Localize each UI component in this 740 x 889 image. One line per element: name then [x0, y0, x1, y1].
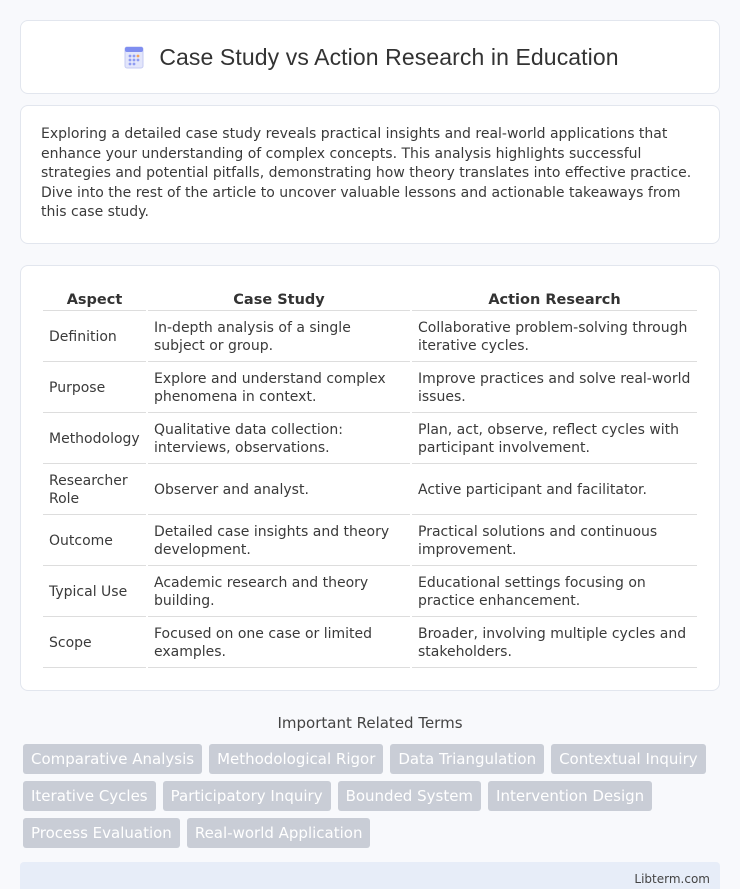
- related-term-tag[interactable]: Comparative Analysis: [23, 744, 202, 774]
- header-case-study: Case Study: [148, 288, 410, 311]
- cell-aspect: Definition: [43, 313, 146, 362]
- cell-action-research: Practical solutions and continuous improvement.: [412, 517, 697, 566]
- table-row: [43, 466, 697, 515]
- cell-case-study: In-depth analysis of a single subject or group.: [148, 313, 410, 362]
- page-title: Case Study vs Action Research in Education: [159, 43, 619, 70]
- cell-aspect: Scope: [43, 619, 146, 668]
- cell-aspect: Researcher Role: [43, 466, 146, 515]
- table-row: [43, 313, 697, 362]
- cell-action-research: Plan, act, observe, reflect cycles with participant involvement.: [412, 415, 697, 464]
- cell-aspect: Purpose: [43, 364, 146, 413]
- related-term-tag[interactable]: Data Triangulation: [390, 744, 544, 774]
- header-card: [20, 20, 720, 94]
- related-term-tag[interactable]: Intervention Design: [488, 781, 652, 811]
- cell-aspect: Methodology: [43, 415, 146, 464]
- cell-case-study: Observer and analyst.: [148, 466, 410, 515]
- related-terms-list: [20, 744, 720, 848]
- cell-case-study: Explore and understand complex phenomena in context.: [148, 364, 410, 413]
- intro-card: [20, 105, 720, 244]
- cell-action-research: Collaborative problem-solving through iterative cycles.: [412, 313, 697, 362]
- table-row: [43, 568, 697, 617]
- table-row: [43, 517, 697, 566]
- cell-aspect: Typical Use: [43, 568, 146, 617]
- table-row: [43, 364, 697, 413]
- document-icon: [121, 44, 147, 70]
- cell-case-study: Qualitative data collection: interviews, observations.: [148, 415, 410, 464]
- intro-text: Exploring a detailed case study reveals practical insights and real-world applications that enhance your understanding of complex concepts. This analysis highlights successful strategies and potential pitfalls, demonstrating how theory translates into effective practice. Dive into the rest of the article to uncover valuable lessons and actionable takeaways from this case study.: [41, 126, 692, 220]
- related-term-tag[interactable]: Iterative Cycles: [23, 781, 156, 811]
- cell-case-study: Detailed case insights and theory development.: [148, 517, 410, 566]
- related-term-tag[interactable]: Participatory Inquiry: [163, 781, 331, 811]
- cell-case-study: Academic research and theory building.: [148, 568, 410, 617]
- table-row: [43, 415, 697, 464]
- header-action-research: Action Research: [412, 288, 697, 311]
- comparison-table-card: [20, 265, 720, 691]
- footer-site-link[interactable]: Libterm.com: [634, 871, 710, 886]
- cell-aspect: Outcome: [43, 517, 146, 566]
- comparison-table: [41, 286, 699, 670]
- cell-action-research: Broader, involving multiple cycles and stakeholders.: [412, 619, 697, 668]
- related-term-tag[interactable]: Contextual Inquiry: [551, 744, 706, 774]
- related-term-tag[interactable]: Methodological Rigor: [209, 744, 383, 774]
- cell-action-research: Improve practices and solve real-world issues.: [412, 364, 697, 413]
- related-term-tag[interactable]: Bounded System: [338, 781, 481, 811]
- related-terms-title: Important Related Terms: [277, 713, 463, 732]
- related-term-tag[interactable]: Real-world Application: [187, 818, 371, 848]
- cell-action-research: Active participant and facilitator.: [412, 466, 697, 515]
- footer: [20, 862, 720, 889]
- related-term-tag[interactable]: Process Evaluation: [23, 818, 180, 848]
- table-header-row: [43, 288, 697, 311]
- header-aspect: Aspect: [43, 288, 146, 311]
- cell-action-research: Educational settings focusing on practice enhancement.: [412, 568, 697, 617]
- table-row: [43, 619, 697, 668]
- cell-case-study: Focused on one case or limited examples.: [148, 619, 410, 668]
